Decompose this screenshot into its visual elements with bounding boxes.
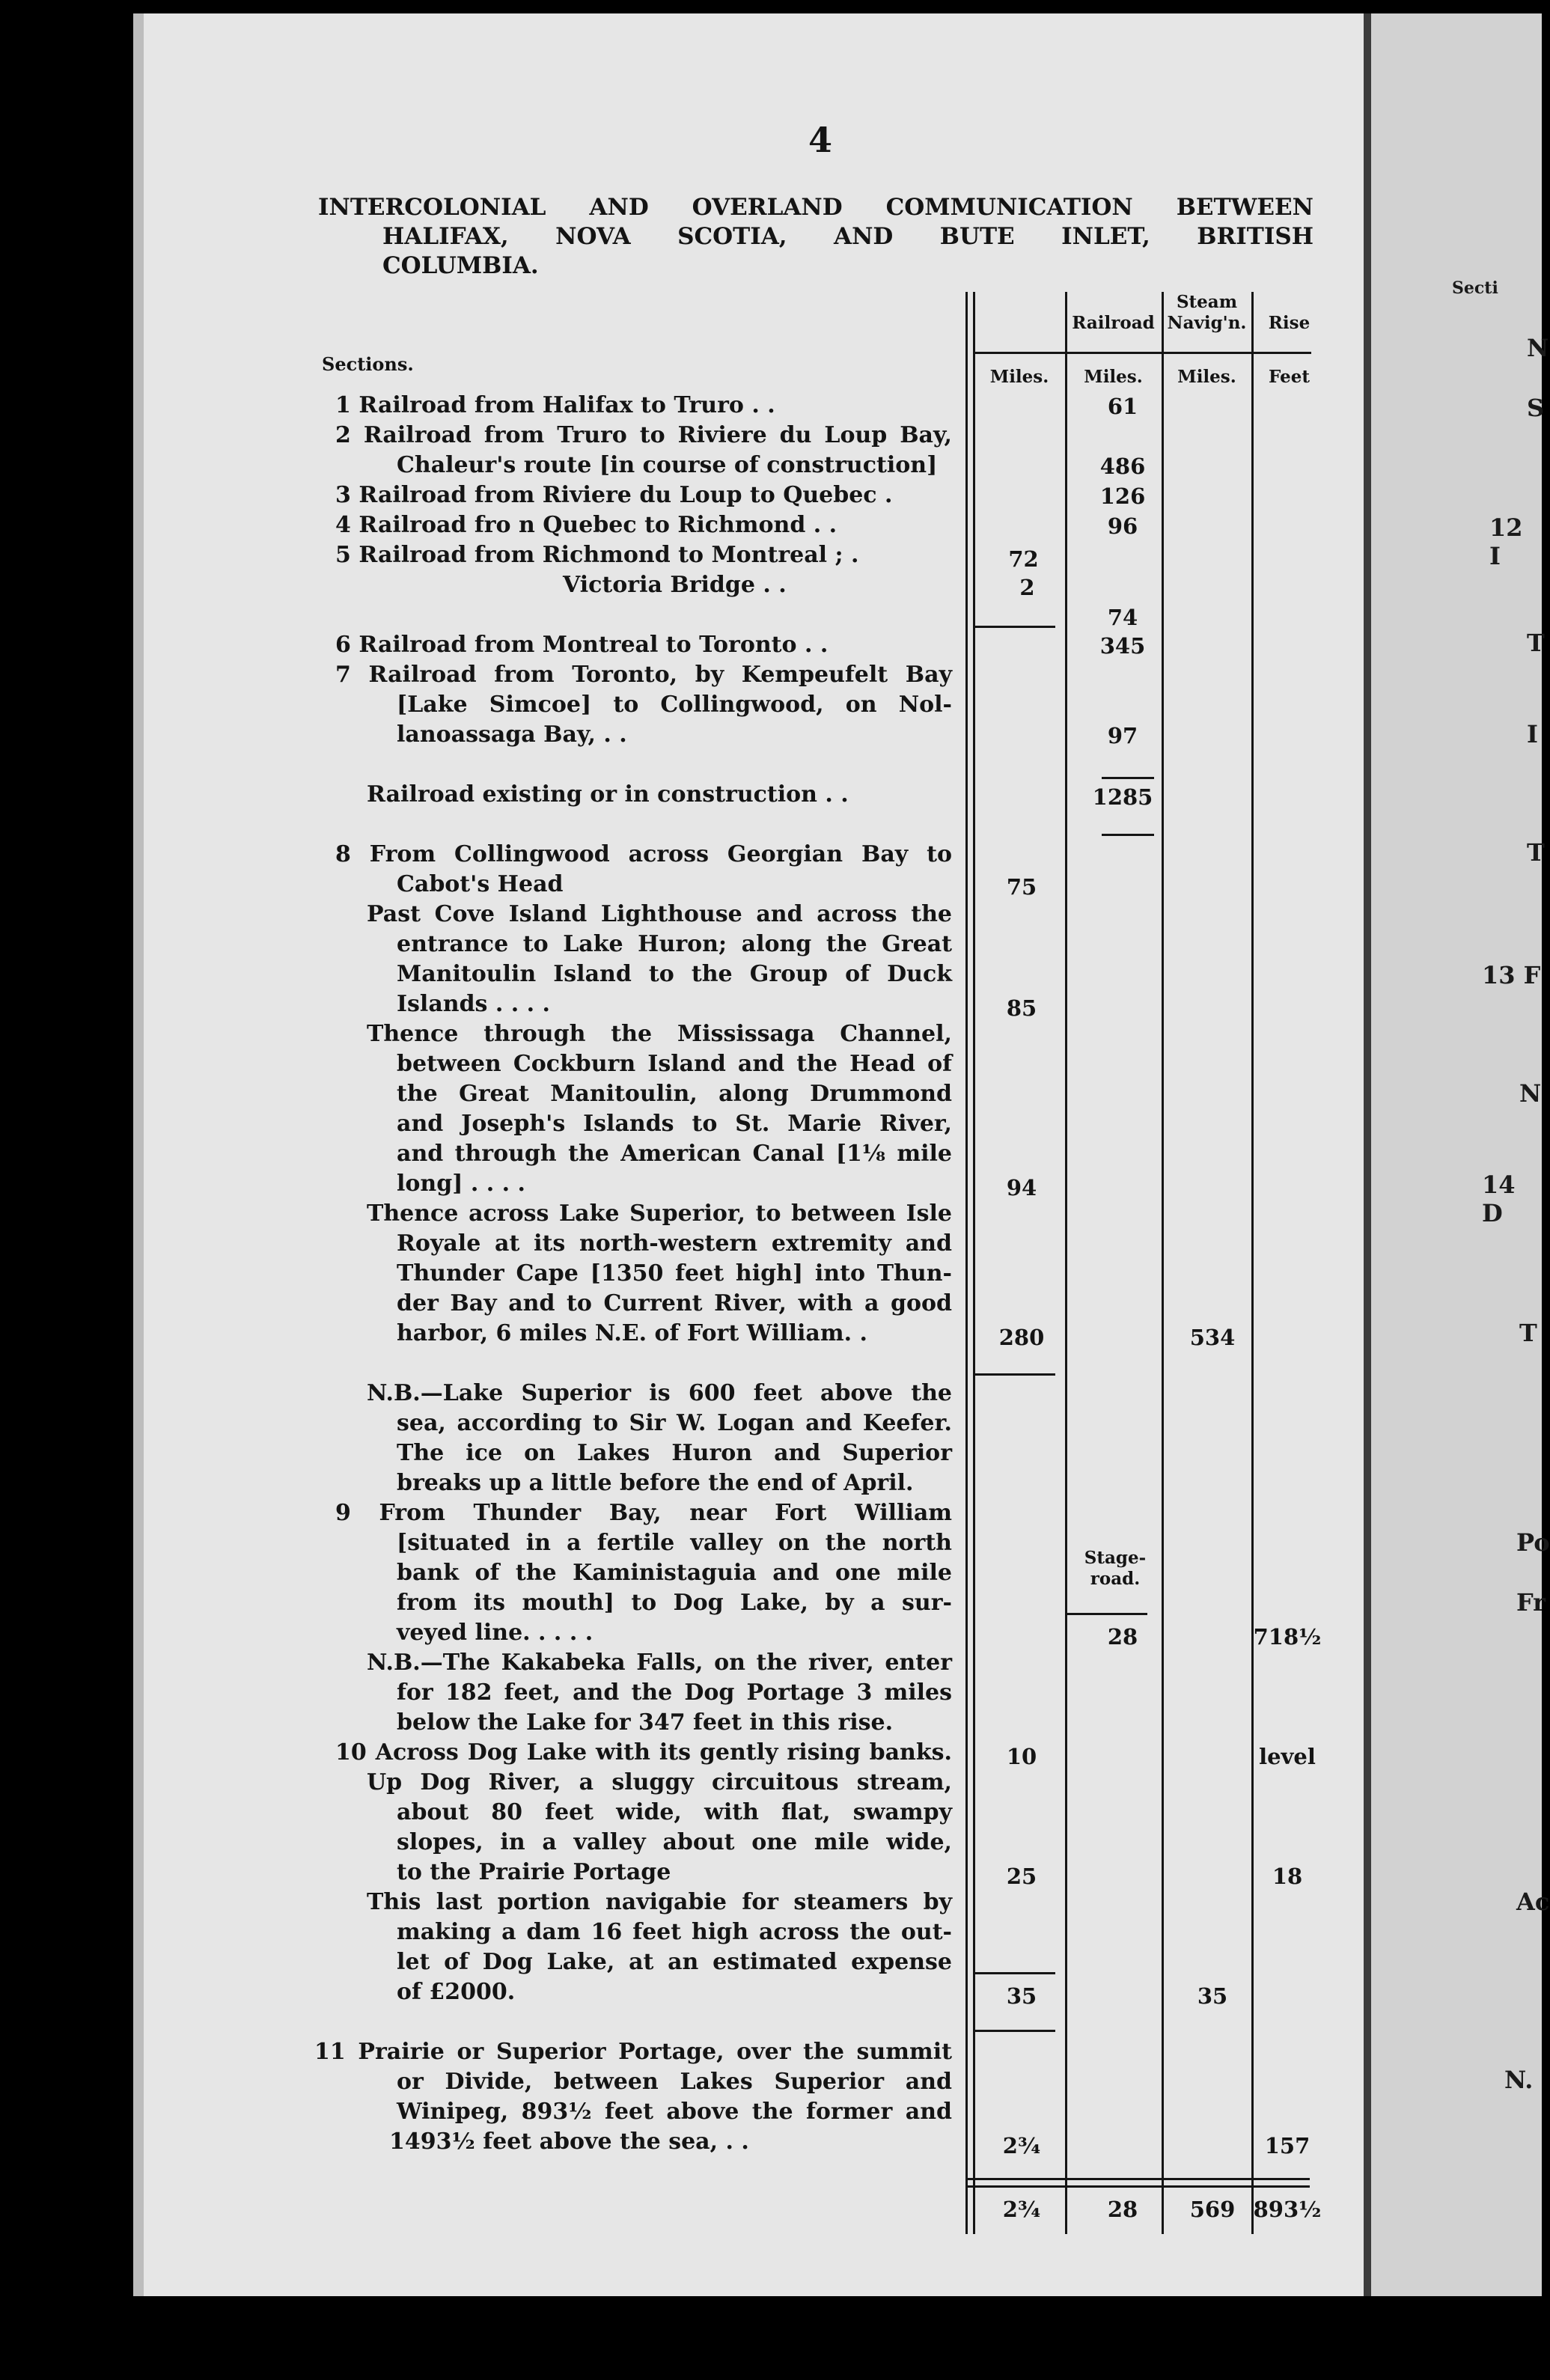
text-line: This last portion navigabie for steamers by <box>367 1889 952 1915</box>
total-cell: 28 <box>1107 2197 1138 2222</box>
text-line: Past Cove Island Lighthouse and across the <box>367 901 952 927</box>
facing-fragment: T <box>1519 1319 1537 1347</box>
value-cell: 126 <box>1099 483 1146 509</box>
text-line: 8 From Collingwood across Georgian Bay to <box>335 841 952 867</box>
value-cell: level <box>1259 1744 1316 1769</box>
total-cell: 569 <box>1189 2197 1236 2222</box>
value-cell: 534 <box>1189 1325 1236 1350</box>
scan-border <box>0 2320 1542 2380</box>
col-header-steam-1: Steam <box>1176 292 1238 312</box>
text-line: harbor, 6 miles N.E. of Fort William. . <box>397 1320 867 1346</box>
text-line: slopes, in a valley about one mile wide, <box>397 1829 952 1855</box>
facing-fragment: 12 I <box>1489 513 1523 570</box>
total-rule <box>965 2178 1310 2180</box>
value-cell: 157 <box>1264 2133 1311 2158</box>
facing-fragment: I <box>1527 720 1538 748</box>
text-line: N.B.—Lake Superior is 600 feet above the <box>367 1380 952 1406</box>
text-line: between Cockburn Island and the Head of <box>397 1051 952 1077</box>
subtotal-rule <box>973 626 1055 628</box>
facing-page <box>1371 13 1545 2296</box>
total-rule <box>965 2185 1310 2188</box>
text-line: or Divide, between Lakes Superior and <box>397 2069 952 2095</box>
column-rule <box>1251 292 1254 2234</box>
col-header-steam-2: Navig'n. <box>1167 313 1247 333</box>
value-cell: 72 <box>1008 546 1039 572</box>
facing-fragment: Fr <box>1516 1588 1546 1617</box>
facing-fragment: N <box>1527 334 1549 362</box>
value-cell: 35 <box>1197 1983 1228 2009</box>
text-line: for 182 feet, and the Dog Portage 3 miles <box>397 1679 952 1706</box>
text-line: below the Lake for 347 feet in this rise. <box>397 1709 894 1736</box>
subtotal-rule <box>1102 834 1154 836</box>
page-number: 4 <box>808 120 833 160</box>
facing-fragment: 14 D <box>1482 1171 1516 1227</box>
value-cell: 28 <box>1107 1624 1138 1650</box>
facing-fragment: N. <box>1504 2066 1534 2094</box>
total-cell: 893½ <box>1253 2197 1322 2222</box>
text-line: about 80 feet wide, with flat, swampy <box>397 1799 952 1825</box>
text-line: long] . . . . <box>397 1171 525 1197</box>
value-cell: 61 <box>1107 394 1138 419</box>
text-line: Thence through the Mississaga Channel, <box>367 1021 952 1047</box>
value-cell: 10 <box>1006 1744 1037 1769</box>
text-line: der Bay and to Current River, with a good <box>397 1290 952 1316</box>
text-line: from its mouth] to Dog Lake, by a sur- <box>397 1590 952 1616</box>
value-cell: 97 <box>1107 723 1138 748</box>
stage-road-2: road. <box>1090 1569 1141 1589</box>
text-line: Railroad existing or in construction . . <box>367 781 849 808</box>
text-line: Chaleur's route [in course of construction] <box>397 452 938 478</box>
text-line: 1493½ feet above the sea, . . <box>389 2129 749 2155</box>
text-line: 5 Railroad from Richmond to Montreal ; . <box>335 542 859 568</box>
units-steam: Miles. <box>1177 367 1236 387</box>
text-line: 11 Prairie or Superior Portage, over the summit <box>314 2039 952 2065</box>
text-line: [Lake Simcoe] to Collingwood, on Nol- <box>397 692 952 718</box>
text-line: 10 Across Dog Lake with its gently rising banks. <box>335 1739 952 1766</box>
text-line: Cabot's Head <box>397 871 564 897</box>
text-line: 1 Railroad from Halifax to Truro . . <box>335 392 775 418</box>
text-line: [situated in a fertile valley on the north <box>397 1530 952 1556</box>
text-line: N.B.—The Kakabeka Falls, on the river, enter <box>367 1650 952 1676</box>
subtotal-rule <box>973 1373 1055 1376</box>
text-line: 6 Railroad from Montreal to Toronto . . <box>335 632 829 658</box>
facing-fragment: Po <box>1516 1528 1550 1557</box>
text-line: 3 Railroad from Riviere du Loup to Quebec . <box>335 482 893 508</box>
text-line: let of Dog Lake, at an estimated expense <box>397 1949 952 1975</box>
text-line: The ice on Lakes Huron and Superior <box>397 1440 952 1466</box>
header-rule <box>973 352 1311 354</box>
text-line: lanoassaga Bay, . . <box>397 721 627 748</box>
subtotal-rule <box>973 1972 1055 1974</box>
units-rise: Feet <box>1269 367 1310 387</box>
value-cell: 486 <box>1099 454 1146 479</box>
text-line: and through the American Canal [1⅛ mile <box>397 1141 952 1167</box>
text-line: making a dam 16 feet high across the out- <box>397 1919 952 1945</box>
text-line: the Great Manitoulin, along Drummond <box>397 1081 952 1107</box>
text-line: and Joseph's Islands to St. Marie River, <box>397 1111 952 1137</box>
facing-fragment: S <box>1527 394 1545 422</box>
column-rule <box>973 292 975 2234</box>
text-line: 2 Railroad from Truro to Riviere du Loup Bay, <box>335 422 952 448</box>
value-cell: 2 <box>1019 575 1035 600</box>
value-cell: 75 <box>1006 874 1037 900</box>
text-line: Royale at its north-western extremity and <box>397 1230 952 1257</box>
title-line-1: INTERCOLONIAL AND OVERLAND COMMUNICATION BETWEEN <box>318 194 1313 221</box>
title-line-3: COLUMBIA. <box>382 252 539 279</box>
subtotal-rule <box>973 2030 1055 2032</box>
stage-road-1: Stage- <box>1084 1548 1147 1568</box>
value-cell: 85 <box>1006 995 1037 1021</box>
value-cell: 35 <box>1006 1983 1037 2009</box>
text-line: 4 Railroad fro n Quebec to Richmond . . <box>335 512 837 538</box>
units-miles: Miles. <box>989 367 1049 387</box>
text-line: of £2000. <box>397 1979 516 2005</box>
text-line: entrance to Lake Huron; along the Great <box>397 931 952 957</box>
value-cell: 280 <box>998 1325 1045 1350</box>
value-cell: 74 <box>1107 605 1138 630</box>
value-cell: 25 <box>1006 1864 1037 1889</box>
value-cell: 345 <box>1099 633 1146 659</box>
text-line: sea, according to Sir W. Logan and Keefer. <box>397 1410 952 1436</box>
text-line: Thunder Cape [1350 feet high] into Thun- <box>397 1260 952 1287</box>
column-rule <box>965 292 968 2234</box>
text-line: 9 From Thunder Bay, near Fort William <box>335 1500 952 1526</box>
value-cell: 718½ <box>1253 1624 1322 1650</box>
facing-fragment: N <box>1519 1079 1542 1108</box>
col-header-rise: Rise <box>1268 313 1311 333</box>
facing-fragment: Secti <box>1452 278 1498 298</box>
facing-fragment: T <box>1527 838 1545 867</box>
value-cell: 18 <box>1272 1864 1303 1889</box>
units-rail: Miles. <box>1084 367 1143 387</box>
facing-fragment: 13 F <box>1482 961 1541 989</box>
text-line: Islands . . . . <box>397 991 550 1017</box>
text-line: breaks up a little before the end of April. <box>397 1470 914 1496</box>
text-line: 7 Railroad from Toronto, by Kempeufelt Bay <box>335 662 952 688</box>
column-rule <box>1162 292 1164 2234</box>
text-line: Victoria Bridge . . <box>563 572 787 598</box>
text-line: veyed line. . . . . <box>397 1620 594 1646</box>
text-line: to the Prairie Portage <box>397 1859 671 1885</box>
text-line: Up Dog River, a sluggy circuitous stream, <box>367 1769 952 1795</box>
subtotal-rule <box>1065 1613 1147 1615</box>
sections-label: Sections. <box>322 353 414 375</box>
text-line: Winipeg, 893½ feet above the former and <box>397 2099 952 2125</box>
value-cell: 94 <box>1006 1175 1037 1200</box>
value-cell: 1285 <box>1092 784 1153 810</box>
col-header-railroad: Railroad <box>1072 313 1155 333</box>
subtotal-rule <box>1102 777 1154 779</box>
page-title <box>318 193 1313 281</box>
title-line-2: HALIFAX, NOVA SCOTIA, AND BUTE INLET, BRITISH <box>382 223 1313 250</box>
text-line: Thence across Lake Superior, to between Isle <box>367 1200 952 1227</box>
text-line: bank of the Kaministaguia and one mile <box>397 1560 952 1586</box>
total-cell: 2¾ <box>1002 2197 1041 2222</box>
value-cell: 96 <box>1107 513 1138 539</box>
facing-fragment: Ac <box>1516 1888 1550 1916</box>
text-line: Manitoulin Island to the Group of Duck <box>397 961 952 987</box>
facing-fragment: T <box>1527 629 1545 657</box>
value-cell: 2¾ <box>1002 2133 1041 2158</box>
